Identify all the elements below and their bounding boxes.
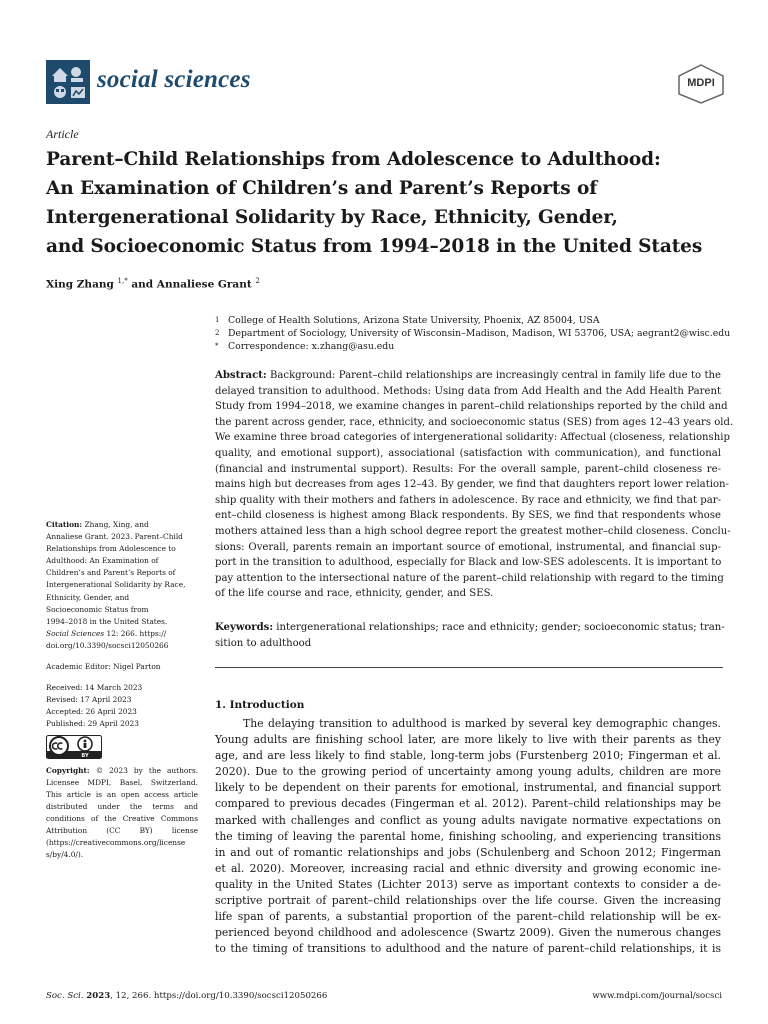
abstract-line: port in the transition to adulthood, especially for Black and low-SES adolescents. It is important to: [215, 557, 722, 569]
abstract-line: mothers attained less than a high school degree report the greatest mother–child closeness. Conclu-: [215, 525, 731, 537]
copyright-line: [46, 765, 198, 777]
copyright-license-link[interactable]: s/by/4.0/).: [46, 850, 84, 860]
body-line: compared to previous decades (Fingerman et al. 2012). Parent–child relationships may be: [215, 797, 721, 811]
date-published: Published: 29 April 2023: [46, 719, 139, 729]
abstract-line: ship quality with their mothers and fathers in adolescence. By race and ethnicity, we find that par-: [215, 494, 721, 506]
abstract-line: [215, 368, 721, 384]
body-line: perienced beyond childhood and adolescence (Swartz 2009). Given the numerous changes: [215, 926, 721, 940]
citation-line: Annaliese Grant. 2023. Parent–Child: [46, 532, 183, 542]
title-line: and Socioeconomic Status from 1994–2018 in the United States: [46, 236, 703, 257]
citation-line: Relationships from Adolescence to: [46, 544, 176, 554]
keywords-label: Keywords:: [215, 622, 274, 633]
cc-license-icon[interactable]: [46, 735, 102, 759]
copyright-line: Licensee MDPI, Basel, Switzerland.: [46, 777, 198, 787]
footer-year: 2023: [86, 991, 111, 1001]
author-name[interactable]: Annaliese Grant: [156, 278, 252, 291]
affiliation-marker: 2: [215, 329, 220, 337]
citation-text: Zhang, Xing, and: [82, 520, 149, 529]
date-received: Received: 14 March 2023: [46, 683, 143, 693]
title-line: Parent–Child Relationships from Adolescence to Adulthood:: [46, 149, 661, 170]
citation-line: Intergenerational Solidarity by Race,: [46, 580, 186, 590]
footer-citation: [46, 991, 327, 1001]
article-type: Article: [46, 127, 79, 141]
copyright-line: This article is an open access article: [46, 789, 198, 799]
citation-line: Socioeconomic Status from: [46, 604, 149, 614]
keywords-line: [215, 620, 725, 636]
academic-editor: Academic Editor: Nigel Parton: [46, 662, 161, 672]
abstract-line: (financial and instrumental support). Results: For the overall sample, parent–child closeness re-: [215, 463, 721, 475]
body-line: scriptive portrait of parent–child relationships over the life course. Given the increasing: [215, 894, 721, 908]
abstract-line: Study from 1994–2018, we examine changes in parent–child relationships reported by the child and: [215, 401, 728, 413]
body-line: in and out of romantic relationships and jobs (Schulenberg and Schoon 2012; Fingerman: [215, 845, 721, 859]
abstract-line: the parent across gender, race, ethnicity, and socioeconomic status (SES) from ages 12–43 years old.: [215, 416, 734, 428]
citation-journal: Social Sciences: [46, 628, 105, 638]
abstract-line: mains high but decreases from ages 12–43. By gender, we find that daughters report lower relation-: [215, 479, 729, 491]
article-title: [46, 145, 726, 261]
citation-block: [46, 519, 198, 652]
abstract-line: quality, and emotional support), associational (satisfaction with communication), and functional: [215, 447, 721, 459]
body-line: life span of parents, a substantial proportion of the parent–child relationship will be ex-: [215, 910, 721, 924]
citation-line: Ethnicity, Gender, and: [46, 592, 130, 602]
copyright-text: © 2023 by the authors.: [89, 765, 198, 775]
title-line: Intergenerational Solidarity by Race, Ethnicity, Gender,: [46, 207, 618, 228]
title-line: An Examination of Children’s and Parent’s Reports of: [46, 178, 598, 199]
citation-line: Adulthood: An Examination of: [46, 556, 159, 566]
body-line: The delaying transition to adulthood is marked by several key demographic changes.: [243, 717, 721, 730]
author-connector: and: [131, 278, 154, 291]
citation-label: Citation:: [46, 520, 83, 529]
affiliation-item: [215, 340, 730, 353]
citation-line: [46, 628, 198, 640]
sidebar: [46, 519, 198, 861]
copyright-license-link[interactable]: (https://creativecommons.org/license: [46, 838, 186, 848]
date-revised: Revised: 17 April 2023: [46, 695, 132, 705]
copyright-label: Copyright:: [46, 765, 90, 775]
footer-journal-abbr: Soc. Sci.: [46, 991, 84, 1001]
abstract-text: Background: Parent–child relationships are increasingly central in family life due to the: [266, 370, 721, 381]
copyright-line: distributed under the terms and: [46, 801, 198, 811]
divider: [215, 667, 723, 668]
body-line: the timing of leaving the parental home, finishing schooling, and experiencing transitions: [215, 829, 721, 843]
keywords-text: intergenerational relationships; race and ethnicity; gender; socioeconomic status; tran-: [273, 622, 725, 633]
journal-logo-icon: [46, 60, 90, 104]
abstract-line: delayed transition to adulthood. Methods: Using data from Add Health and the Add Health Parent: [215, 385, 721, 397]
author-affiliation-marker: 2: [255, 277, 260, 285]
abstract-line: pay attention to the intersectional nature of the parent–child relationship with regard to the timing: [215, 572, 724, 584]
body-line: et al. 2020). Moreover, increasing racial and ethnic diversity and growing economic ine-: [215, 861, 721, 875]
body-line: quality in the United States (Lichter 2013) serve as important contexts to consider a de-: [215, 877, 721, 891]
body-line: likely to be dependent on their parents for emotional, instrumental, and financial support: [215, 781, 721, 795]
author-affiliation-marker: 1,*: [117, 277, 128, 285]
citation-tail: 12: 266. https://: [104, 628, 167, 638]
affiliation-item: [215, 314, 730, 327]
keywords: [215, 620, 725, 651]
journal-name: social sciences: [97, 66, 251, 93]
cc-by-text: BY: [81, 752, 89, 759]
footer-journal-url[interactable]: www.mdpi.com/journal/socsci: [592, 991, 722, 1001]
copyright-line: conditions of the Creative Commons: [46, 813, 198, 823]
citation-line: [46, 519, 198, 531]
copyright-block: [46, 765, 198, 862]
abstract-line: sions: Overall, parents remain an important source of emotional, instrumental, and financial sup-: [215, 541, 721, 553]
citation-doi-link[interactable]: doi.org/10.3390/socsci12050266: [46, 640, 169, 650]
affiliations: [215, 314, 730, 353]
abstract-label: Abstract:: [215, 370, 267, 381]
body-line: age, and are less likely to find stable, long-term jobs (Furstenberg 2010; Fingerman et al.: [215, 749, 721, 763]
abstract-line: ent–child closeness is highest among Black respondents. By SES, we find that respondents whose: [215, 510, 721, 522]
affiliation-marker: 1: [215, 316, 220, 324]
authors: [46, 277, 260, 291]
affiliation-item: [215, 327, 730, 340]
body-line: 2020). Due to the growing period of uncertainty among young adults, children are more: [215, 765, 721, 779]
abstract-line: We examine three broad categories of intergenerational solidarity: Affectual (closeness, relationship: [215, 432, 730, 444]
body-line: marked with challenges and conflict as young adults navigate normative expectations on: [215, 813, 721, 827]
section-body: [215, 716, 721, 957]
section-heading: 1. Introduction: [215, 699, 305, 711]
keywords-line: sition to adulthood: [215, 637, 312, 649]
correspondence-text[interactable]: Correspondence: x.zhang@asu.edu: [228, 341, 395, 352]
abstract: [215, 368, 734, 602]
author-name[interactable]: Xing Zhang: [46, 278, 114, 291]
body-line: Young adults are finishing school later, are more likely to live with their parents as they: [215, 733, 721, 747]
citation-line: 1994–2018 in the United States.: [46, 616, 168, 626]
affiliation-marker: *: [215, 342, 219, 350]
journal-header: [46, 60, 726, 104]
copyright-line: Attribution (CC BY) license: [46, 825, 198, 835]
publisher-name: MDPI: [687, 77, 715, 89]
affiliation-text[interactable]: Department of Sociology, University of Wisconsin–Madison, Madison, WI 53706, USA; aegrant2@wisc.edu: [228, 328, 731, 339]
affiliation-text: College of Health Solutions, Arizona State University, Phoenix, AZ 85004, USA: [228, 315, 600, 326]
date-accepted: Accepted: 26 April 2023: [46, 707, 137, 717]
footer-doi[interactable]: , 12, 266. https://doi.org/10.3390/socsci12050266: [110, 991, 328, 1001]
abstract-line: of the life course and race, ethnicity, gender, and SES.: [215, 588, 494, 600]
citation-line: Children’s and Parent’s Reports of: [46, 568, 176, 578]
body-line: to the timing of transitions to adulthood and the nature of parent–child relationships, it is: [215, 942, 721, 956]
